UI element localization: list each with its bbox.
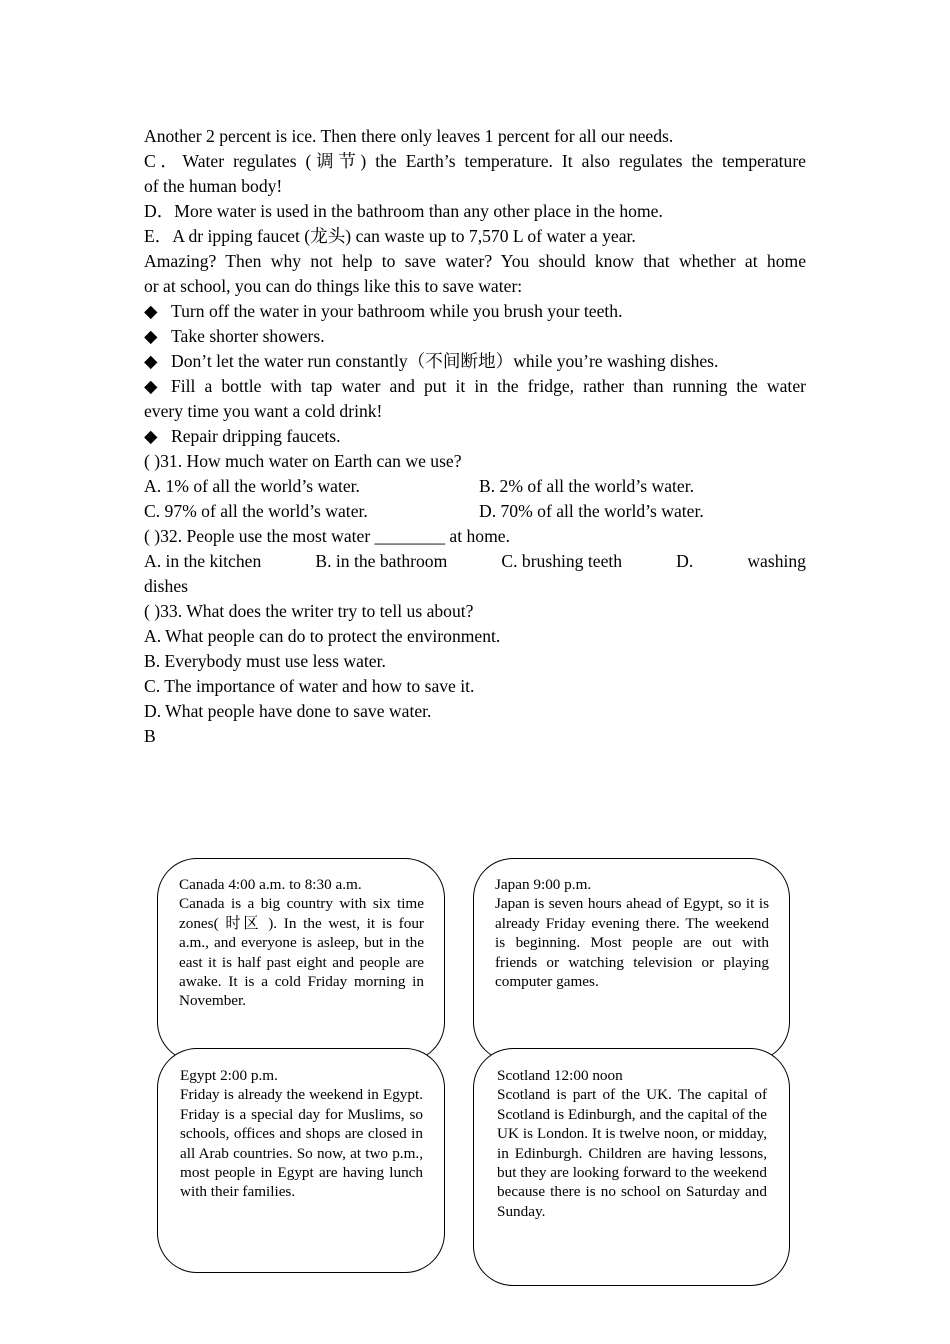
q31-option-a: A. 1% of all the world’s water. <box>144 476 360 496</box>
question-31-options-row2 <box>144 499 806 524</box>
amazing-line2: or at school, you can do things like this to save water: <box>144 276 523 296</box>
card-japan-title: Japan 9:00 p.m. <box>495 876 592 893</box>
tip-item <box>144 324 806 349</box>
diamond-bullet-icon: ◆ <box>144 376 158 396</box>
diamond-bullet-icon: ◆ <box>144 326 158 346</box>
q32-option-d-word: washing <box>747 551 806 571</box>
card-egypt-text <box>180 1066 423 1202</box>
q31-option-c: C. 97% of all the world’s water. <box>144 501 368 521</box>
tip-item <box>144 299 806 324</box>
q33-option-d: D. What people have done to save water. <box>144 701 432 721</box>
q33-option-b: B. Everybody must use less water. <box>144 651 386 671</box>
q31-option-b: B. 2% of all the world’s water. <box>479 476 694 496</box>
tip-item <box>144 424 806 449</box>
q32-option-a: A. in the kitchen <box>144 551 262 571</box>
fact-c-line2: of the human body! <box>144 176 283 196</box>
card-japan-body: Japan is seven hours ahead of Egypt, so it is already Friday evening there. The weekend is beginning. Most people are out with friends or watching television or playing computer games. <box>495 895 769 991</box>
q33-option-a: A. What people can do to protect the environment. <box>144 626 501 646</box>
card-canada-text <box>179 875 424 1011</box>
question-32-stem: ( )32. People use the most water ________ at home. <box>144 526 510 546</box>
amazing-line1: Amazing? Then why not help to save water? You should know that whether at home <box>144 251 806 271</box>
q32-option-b: B. in the bathroom <box>315 551 448 571</box>
card-scotland-body: Scotland is part of the UK. The capital of Scotland is Edinburgh, and the capital of the UK is London. It is twelve noon, or midday, in Edinburgh. Children are having lessons, but they are looking forward to the weekend because there is no school on Saturday and Sunday. <box>497 1086 767 1220</box>
tip-text: Take shorter showers. <box>171 326 325 346</box>
q32-option-d-continued: dishes <box>144 576 188 596</box>
q32-option-d-label: D. <box>676 551 694 571</box>
diamond-bullet-icon: ◆ <box>144 351 158 371</box>
question-31-stem: ( )31. How much water on Earth can we use? <box>144 451 462 471</box>
fact-d: D．More water is used in the bathroom than any other place in the home. <box>144 201 663 221</box>
passage-line-ice: Another 2 percent is ice. Then there only leaves 1 percent for all our needs. <box>144 126 674 146</box>
section-label: B <box>144 726 156 746</box>
card-canada-title: Canada 4:00 a.m. to 8:30 a.m. <box>179 876 362 893</box>
card-canada-body: Canada is a big country with six time zones( 时区 ). In the west, it is four a.m., and everyone is asleep, but in the east it is half past eight and people are awake. It is a cold Friday morning in November. <box>179 895 424 1010</box>
tip-item <box>144 374 806 399</box>
question-32-options <box>144 549 806 574</box>
card-scotland-title: Scotland 12:00 noon <box>497 1067 623 1084</box>
card-japan-text <box>495 875 769 991</box>
q31-option-d: D. 70% of all the world’s water. <box>479 501 704 521</box>
tip-text: Turn off the water in your bathroom while you brush your teeth. <box>171 301 623 321</box>
tip-text: Don’t let the water run constantly（不间断地）while you’re washing dishes. <box>171 351 719 371</box>
fact-c-line1: C．Water regulates (调节) the Earth’s temperature. It also regulates the temperature <box>144 151 806 171</box>
question-33-stem: ( )33. What does the writer try to tell us about? <box>144 601 474 621</box>
card-egypt-title: Egypt 2:00 p.m. <box>180 1067 278 1084</box>
tip-text-line2: every time you want a cold drink! <box>144 401 383 421</box>
card-egypt-body: Friday is already the weekend in Egypt. Friday is a special day for Muslims, so schools, offices and shops are closed in all Arab countries. So now, at two p.m., most people in Egypt are having lunch with their families. <box>180 1086 423 1201</box>
reading-passage <box>144 124 806 749</box>
fact-e: E．A dr ipping faucet (龙头) can waste up to 7,570 L of water a year. <box>144 226 636 246</box>
q32-option-c: C. brushing teeth <box>501 551 623 571</box>
tip-text: Repair dripping faucets. <box>171 426 341 446</box>
card-scotland-text <box>497 1066 767 1221</box>
tip-text-line1: Fill a bottle with tap water and put it in the fridge, rather than running the water <box>171 376 806 396</box>
question-31-options-row1 <box>144 474 806 499</box>
diamond-bullet-icon: ◆ <box>144 426 158 446</box>
diamond-bullet-icon: ◆ <box>144 301 158 321</box>
q33-option-c: C. The importance of water and how to save it. <box>144 676 475 696</box>
tip-item <box>144 349 806 374</box>
